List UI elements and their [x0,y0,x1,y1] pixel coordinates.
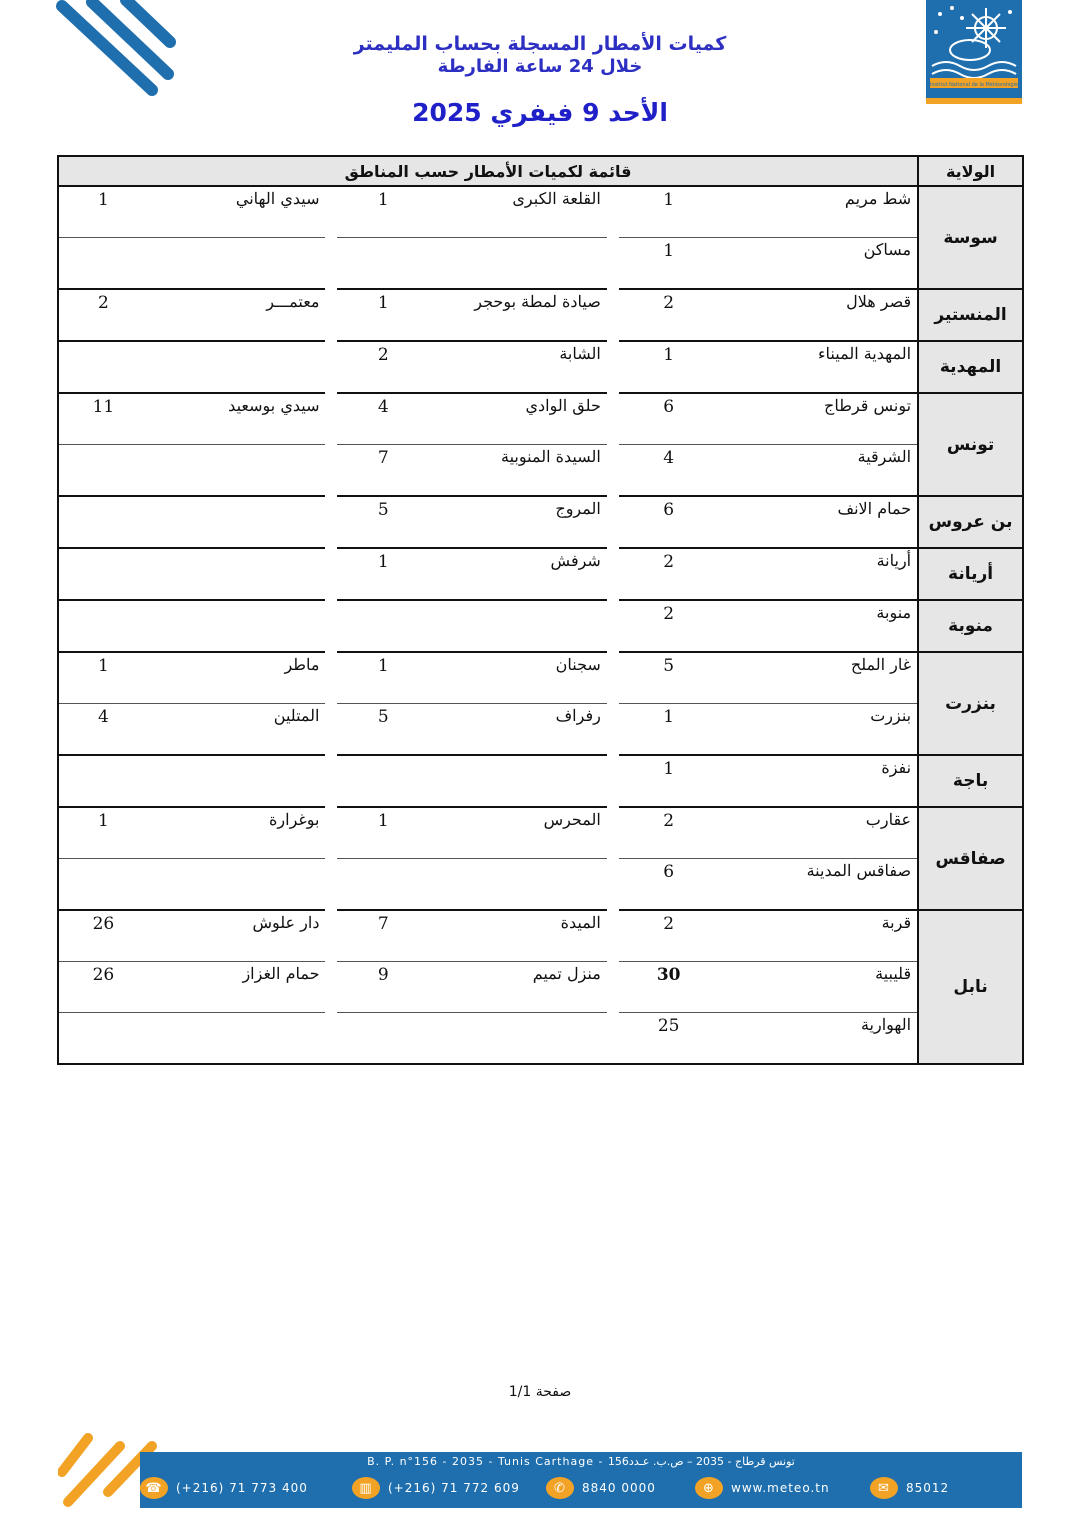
governorate-cell: المهدية [918,341,1023,393]
station-name: الهوارية [719,1013,919,1065]
cell-gap [325,341,337,393]
station-name: غار الملح [719,652,919,704]
rainfall-value: 26 [58,962,148,1013]
rainfall-value [58,600,148,652]
rainfall-value [337,755,429,807]
station-name: عقارب [719,807,919,859]
rainfall-value [337,859,429,911]
cell-gap [325,652,337,704]
station-name [429,600,607,652]
rainfall-value: 2 [619,289,719,341]
cell-gap [607,652,619,704]
station-name: الشابة [429,341,607,393]
hotline-icon: ✆ [546,1477,574,1499]
governorate-cell: بن عروس [918,496,1023,548]
phone-number: (+216) 71 773 400 [176,1481,308,1495]
table-row [58,186,1023,238]
rainfall-value: 1 [619,341,719,393]
station-name: مساكن [719,238,919,290]
station-name [148,755,326,807]
stations-column-header: قائمة لكميات الأمطار حسب المناطق [58,156,918,186]
cell-gap [325,445,337,497]
cell-gap [607,910,619,962]
cell-gap [325,289,337,341]
rainfall-value: 2 [619,600,719,652]
governorate-column-header: الولاية [918,156,1023,186]
station-name: تونس قرطاج [719,393,919,445]
rainfall-value: 11 [58,393,148,445]
rainfall-value: 30 [619,962,719,1013]
cell-gap [325,807,337,859]
cell-gap [607,393,619,445]
footer [58,1432,1022,1508]
rainfall-value: 4 [619,445,719,497]
station-name: سيدي بوسعيد [148,393,326,445]
rainfall-value: 2 [619,910,719,962]
contact-hotline [546,1474,656,1502]
station-name: دار علوش [148,910,326,962]
station-name [148,859,326,911]
station-name [148,496,326,548]
rainfall-value: 4 [58,704,148,756]
contact-sms [870,1474,949,1502]
station-name [148,341,326,393]
snowflake-sun-icon [926,0,1022,98]
table-row [58,807,1023,859]
contact-phone [140,1474,308,1502]
station-name: أريانة [719,548,919,600]
cell-gap [607,755,619,807]
table-row [58,859,1023,911]
cell-gap [607,186,619,238]
logo-caption: Institut National de la Météorologie [929,82,1019,88]
station-name: الشرقية [719,445,919,497]
station-name: قصر هلال [719,289,919,341]
governorate-cell: باجة [918,755,1023,807]
table-row [58,910,1023,962]
cell-gap [607,341,619,393]
cell-gap [607,289,619,341]
cell-gap [325,186,337,238]
station-name [148,238,326,290]
rainfall-value: 1 [619,238,719,290]
station-name: منوبة [719,600,919,652]
cell-gap [607,600,619,652]
rainfall-value: 25 [619,1013,719,1065]
rainfall-table [57,155,1024,1065]
station-name: شرفش [429,548,607,600]
report-date: الأحد 9 فيفري 2025 [412,98,668,127]
rainfall-value: 1 [619,704,719,756]
station-name: قربة [719,910,919,962]
rainfall-value: 1 [337,289,429,341]
station-name: المحرس [429,807,607,859]
governorate-cell: بنزرت [918,652,1023,755]
page-number: صفحة 1/1 [508,1384,572,1400]
cell-gap [325,755,337,807]
cell-gap [325,600,337,652]
station-name: شط مريم [719,186,919,238]
governorate-cell: سوسة [918,186,1023,289]
rainfall-value: 1 [337,807,429,859]
rainfall-value: 5 [337,704,429,756]
rainfall-value [58,548,148,600]
cell-gap [607,859,619,911]
cell-gap [325,238,337,290]
rainfall-value [58,859,148,911]
station-name: المروج [429,496,607,548]
governorate-cell: منوبة [918,600,1023,652]
station-name: صفاقس المدينة [719,859,919,911]
station-name: نفزة [719,755,919,807]
table-row [58,393,1023,445]
station-name: حمام الانف [719,496,919,548]
cell-gap [607,445,619,497]
table-row [58,289,1023,341]
institute-logo [926,0,1022,104]
table-row [58,1013,1023,1065]
governorate-cell: صفاقس [918,807,1023,910]
web-icon: ⊕ [695,1477,723,1499]
governorate-cell: المنستير [918,289,1023,341]
station-name: صيادة لمطة بوحجر [429,289,607,341]
cell-gap [325,496,337,548]
rainfall-value [58,1013,148,1065]
sms-icon: ✉ [870,1477,898,1499]
rainfall-value: 9 [337,962,429,1013]
report-title: كميات الأمطار المسجلة بحساب المليمتر [353,33,727,55]
rainfall-value: 6 [619,496,719,548]
station-name: بنزرت [719,704,919,756]
decorative-stripes [56,0,176,100]
station-name [429,238,607,290]
station-name: سيدي الهاني [148,186,326,238]
cell-gap [325,393,337,445]
table-row [58,341,1023,393]
station-name [148,445,326,497]
rainfall-value [58,238,148,290]
cell-gap [607,1013,619,1065]
governorate-cell: نابل [918,910,1023,1064]
governorate-cell: أريانة [918,548,1023,600]
cell-gap [607,496,619,548]
cell-gap [607,704,619,756]
rainfall-value [58,755,148,807]
cell-gap [607,807,619,859]
governorate-cell: تونس [918,393,1023,496]
table-row [58,445,1023,497]
contact-fax [352,1474,520,1502]
rainfall-value: 1 [337,652,429,704]
rainfall-value: 1 [58,186,148,238]
rainfall-value [337,600,429,652]
station-name [429,1013,607,1065]
table-row [58,652,1023,704]
station-name: ماطر [148,652,326,704]
fax-icon: ▥ [352,1477,380,1499]
station-name: معتمـــر [148,289,326,341]
cell-gap [607,238,619,290]
rainfall-value: 5 [337,496,429,548]
station-name [429,859,607,911]
cell-gap [325,962,337,1013]
rainfall-value: 4 [337,393,429,445]
station-name [148,548,326,600]
report-subtitle: خلال 24 ساعة الفارطة [437,56,643,77]
rainfall-value: 1 [619,186,719,238]
rainfall-value: 6 [619,859,719,911]
station-name [148,600,326,652]
phone-icon: ☎ [140,1477,168,1499]
table-row [58,548,1023,600]
rainfall-value: 1 [619,755,719,807]
station-name: رفراف [429,704,607,756]
rainfall-value [337,1013,429,1065]
rainfall-value: 26 [58,910,148,962]
website: www.meteo.tn [731,1481,830,1495]
station-name: بوغرارة [148,807,326,859]
contact-web [695,1474,830,1502]
hotline-number: 8840 0000 [582,1481,656,1495]
rainfall-value [58,496,148,548]
rainfall-value: 6 [619,393,719,445]
cell-gap [325,704,337,756]
table-row [58,962,1023,1013]
table-row [58,704,1023,756]
sms-number: 85012 [906,1481,950,1495]
rainfall-value: 7 [337,445,429,497]
station-name: حلق الوادي [429,393,607,445]
station-name: سجنان [429,652,607,704]
station-name: السيدة المنوبية [429,445,607,497]
rainfall-value [58,341,148,393]
station-name: قليبية [719,962,919,1013]
station-name: حمام الغزاز [148,962,326,1013]
rainfall-value: 2 [337,341,429,393]
table-row [58,600,1023,652]
cell-gap [325,548,337,600]
rainfall-value: 5 [619,652,719,704]
cell-gap [325,910,337,962]
rainfall-value: 7 [337,910,429,962]
station-name: منزل تميم [429,962,607,1013]
footer-address: B. P. n°156 - 2035 - Tunis Carthage - تونس قرطاج - 2035 – ص.ب. عـدد156 [367,1455,795,1468]
station-name [148,1013,326,1065]
cell-gap [325,1013,337,1065]
rainfall-value [337,238,429,290]
table-row [58,755,1023,807]
rainfall-value: 1 [337,186,429,238]
rainfall-value: 2 [58,289,148,341]
rainfall-value: 1 [58,807,148,859]
station-name: القلعة الكبرى [429,186,607,238]
station-name [429,755,607,807]
table-row [58,238,1023,290]
rainfall-value: 2 [619,807,719,859]
rainfall-value: 1 [58,652,148,704]
rainfall-value [58,445,148,497]
cell-gap [607,962,619,1013]
station-name: الميدة [429,910,607,962]
table-row [58,496,1023,548]
rainfall-value: 2 [619,548,719,600]
rainfall-value: 1 [337,548,429,600]
footer-band [140,1452,1022,1508]
fax-number: (+216) 71 772 609 [388,1481,520,1495]
cell-gap [325,859,337,911]
station-name: المهدية الميناء [719,341,919,393]
station-name: المتلين [148,704,326,756]
cell-gap [607,548,619,600]
